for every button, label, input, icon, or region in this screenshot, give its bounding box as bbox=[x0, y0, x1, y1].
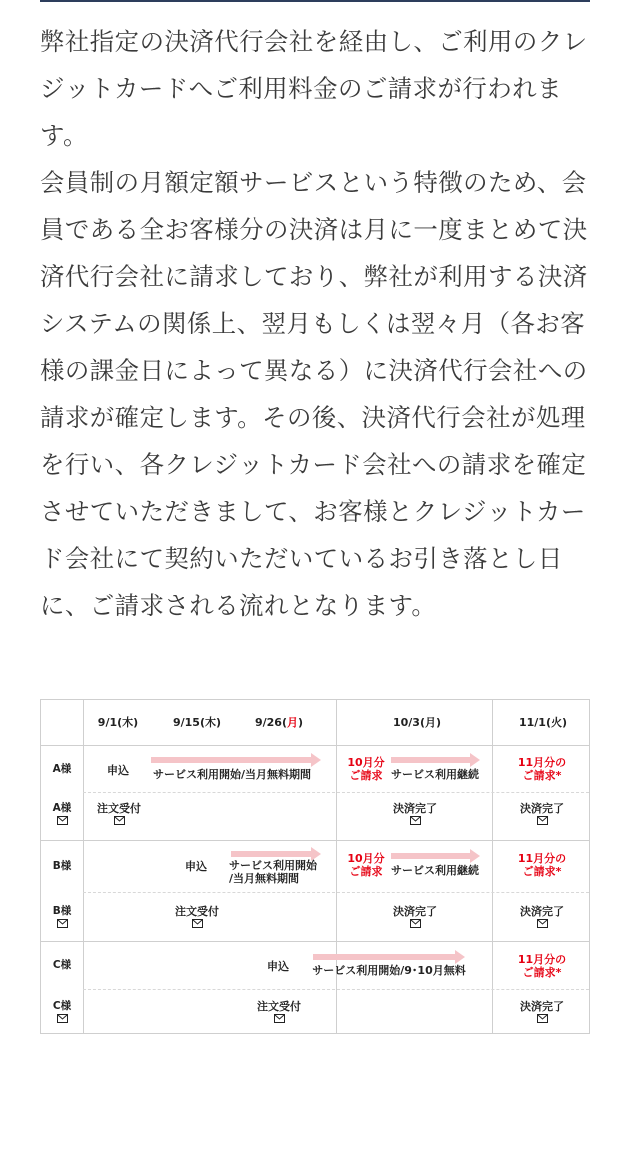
envelope-icon bbox=[57, 816, 68, 825]
row-label-b: B様 bbox=[52, 860, 72, 872]
done-c-nov: 決済完了 bbox=[511, 1000, 573, 1023]
envelope-icon bbox=[57, 919, 68, 928]
envelope-icon bbox=[274, 1014, 285, 1023]
service-b: サービス利用開始 /当月無料期間 bbox=[229, 859, 317, 885]
envelope-icon bbox=[57, 1014, 68, 1023]
row-label-c: C様 bbox=[52, 959, 72, 971]
top-rule bbox=[40, 0, 590, 2]
col-divider bbox=[336, 700, 337, 1033]
row-label-a-order: A様 bbox=[41, 802, 83, 825]
order-c: 注文受付 bbox=[249, 1000, 309, 1023]
oct-bill-b: 10月分 ご請求 bbox=[347, 852, 385, 878]
envelope-icon bbox=[410, 816, 421, 825]
envelope-icon bbox=[537, 816, 548, 825]
envelope-icon bbox=[410, 919, 421, 928]
paragraph-1: 弊社指定の決済代行会社を経由し、ご利用のクレジットカードへご利用料金のご請求が行われます。 bbox=[40, 27, 588, 150]
col-divider bbox=[83, 700, 84, 1033]
nov-bill-b: 11月分の ご請求* bbox=[517, 852, 567, 878]
envelope-icon bbox=[537, 1014, 548, 1023]
row-divider bbox=[41, 745, 589, 746]
arrow-c bbox=[313, 954, 455, 960]
sub-row-divider bbox=[83, 989, 589, 990]
done-a-nov: 決済完了 bbox=[511, 802, 573, 825]
col-divider bbox=[492, 700, 493, 1033]
order-a: 注文受付 bbox=[89, 802, 149, 825]
nov-bill-c: 11月分の ご請求* bbox=[517, 953, 567, 979]
envelope-icon bbox=[114, 816, 125, 825]
sub-row-divider bbox=[83, 892, 589, 893]
envelope-icon bbox=[192, 919, 203, 928]
apply-c: 申込 bbox=[267, 960, 289, 973]
header-date-4: 10/3(月) bbox=[392, 716, 442, 729]
header-date-5: 11/1(火) bbox=[518, 716, 568, 729]
apply-b: 申込 bbox=[185, 860, 207, 873]
done-b: 決済完了 bbox=[385, 905, 445, 928]
service-a: サービス利用開始/当月無料期間 bbox=[152, 768, 312, 781]
service-c: サービス利用開始/9･10月無料 bbox=[312, 964, 466, 977]
oct-bill-a: 10月分 ご請求 bbox=[347, 756, 385, 782]
row-label-b-order: B様 bbox=[41, 905, 83, 928]
arrow-a-continue bbox=[391, 757, 470, 763]
header-date-2: 9/15(木) bbox=[172, 716, 222, 729]
row-label-c-order: C様 bbox=[41, 1000, 83, 1023]
continue-b: サービス利用継続 bbox=[391, 864, 479, 877]
envelope-icon bbox=[537, 919, 548, 928]
sub-row-divider bbox=[83, 792, 589, 793]
apply-a: 申込 bbox=[107, 764, 129, 777]
arrow-b bbox=[231, 851, 311, 857]
nov-bill-a: 11月分の ご請求* bbox=[517, 756, 567, 782]
header-date-3: 9/26(月) bbox=[254, 716, 304, 729]
done-a: 決済完了 bbox=[385, 802, 445, 825]
billing-description bbox=[40, 18, 592, 629]
paragraph-2: 会員制の月額定額サービスという特徴のため、会員である全お客様分の決済は月に一度まとめて決済代行会社に請求しており、弊社が利用する決済システムの関係上、翌月もしくは翌々月（各お客様の課金日によって異なる）に決済代行会社への請求が確定します。その後、決済代行会社が処理を行い、各クレジットカード会社への請求を確定させていただきまして、お客様とクレジットカード会社にて契約いただいているお引き落とし日に、ご請求される流れとなります。 bbox=[40, 168, 588, 620]
arrow-b-continue bbox=[391, 853, 470, 859]
arrow-a bbox=[151, 757, 311, 763]
row-label-a: A様 bbox=[52, 763, 72, 775]
row-divider bbox=[41, 941, 589, 942]
continue-a: サービス利用継続 bbox=[391, 768, 479, 781]
row-divider bbox=[41, 840, 589, 841]
done-b-nov: 決済完了 bbox=[511, 905, 573, 928]
billing-schedule-table bbox=[40, 699, 590, 1034]
order-b: 注文受付 bbox=[167, 905, 227, 928]
header-date-1: 9/1(木) bbox=[97, 716, 139, 729]
